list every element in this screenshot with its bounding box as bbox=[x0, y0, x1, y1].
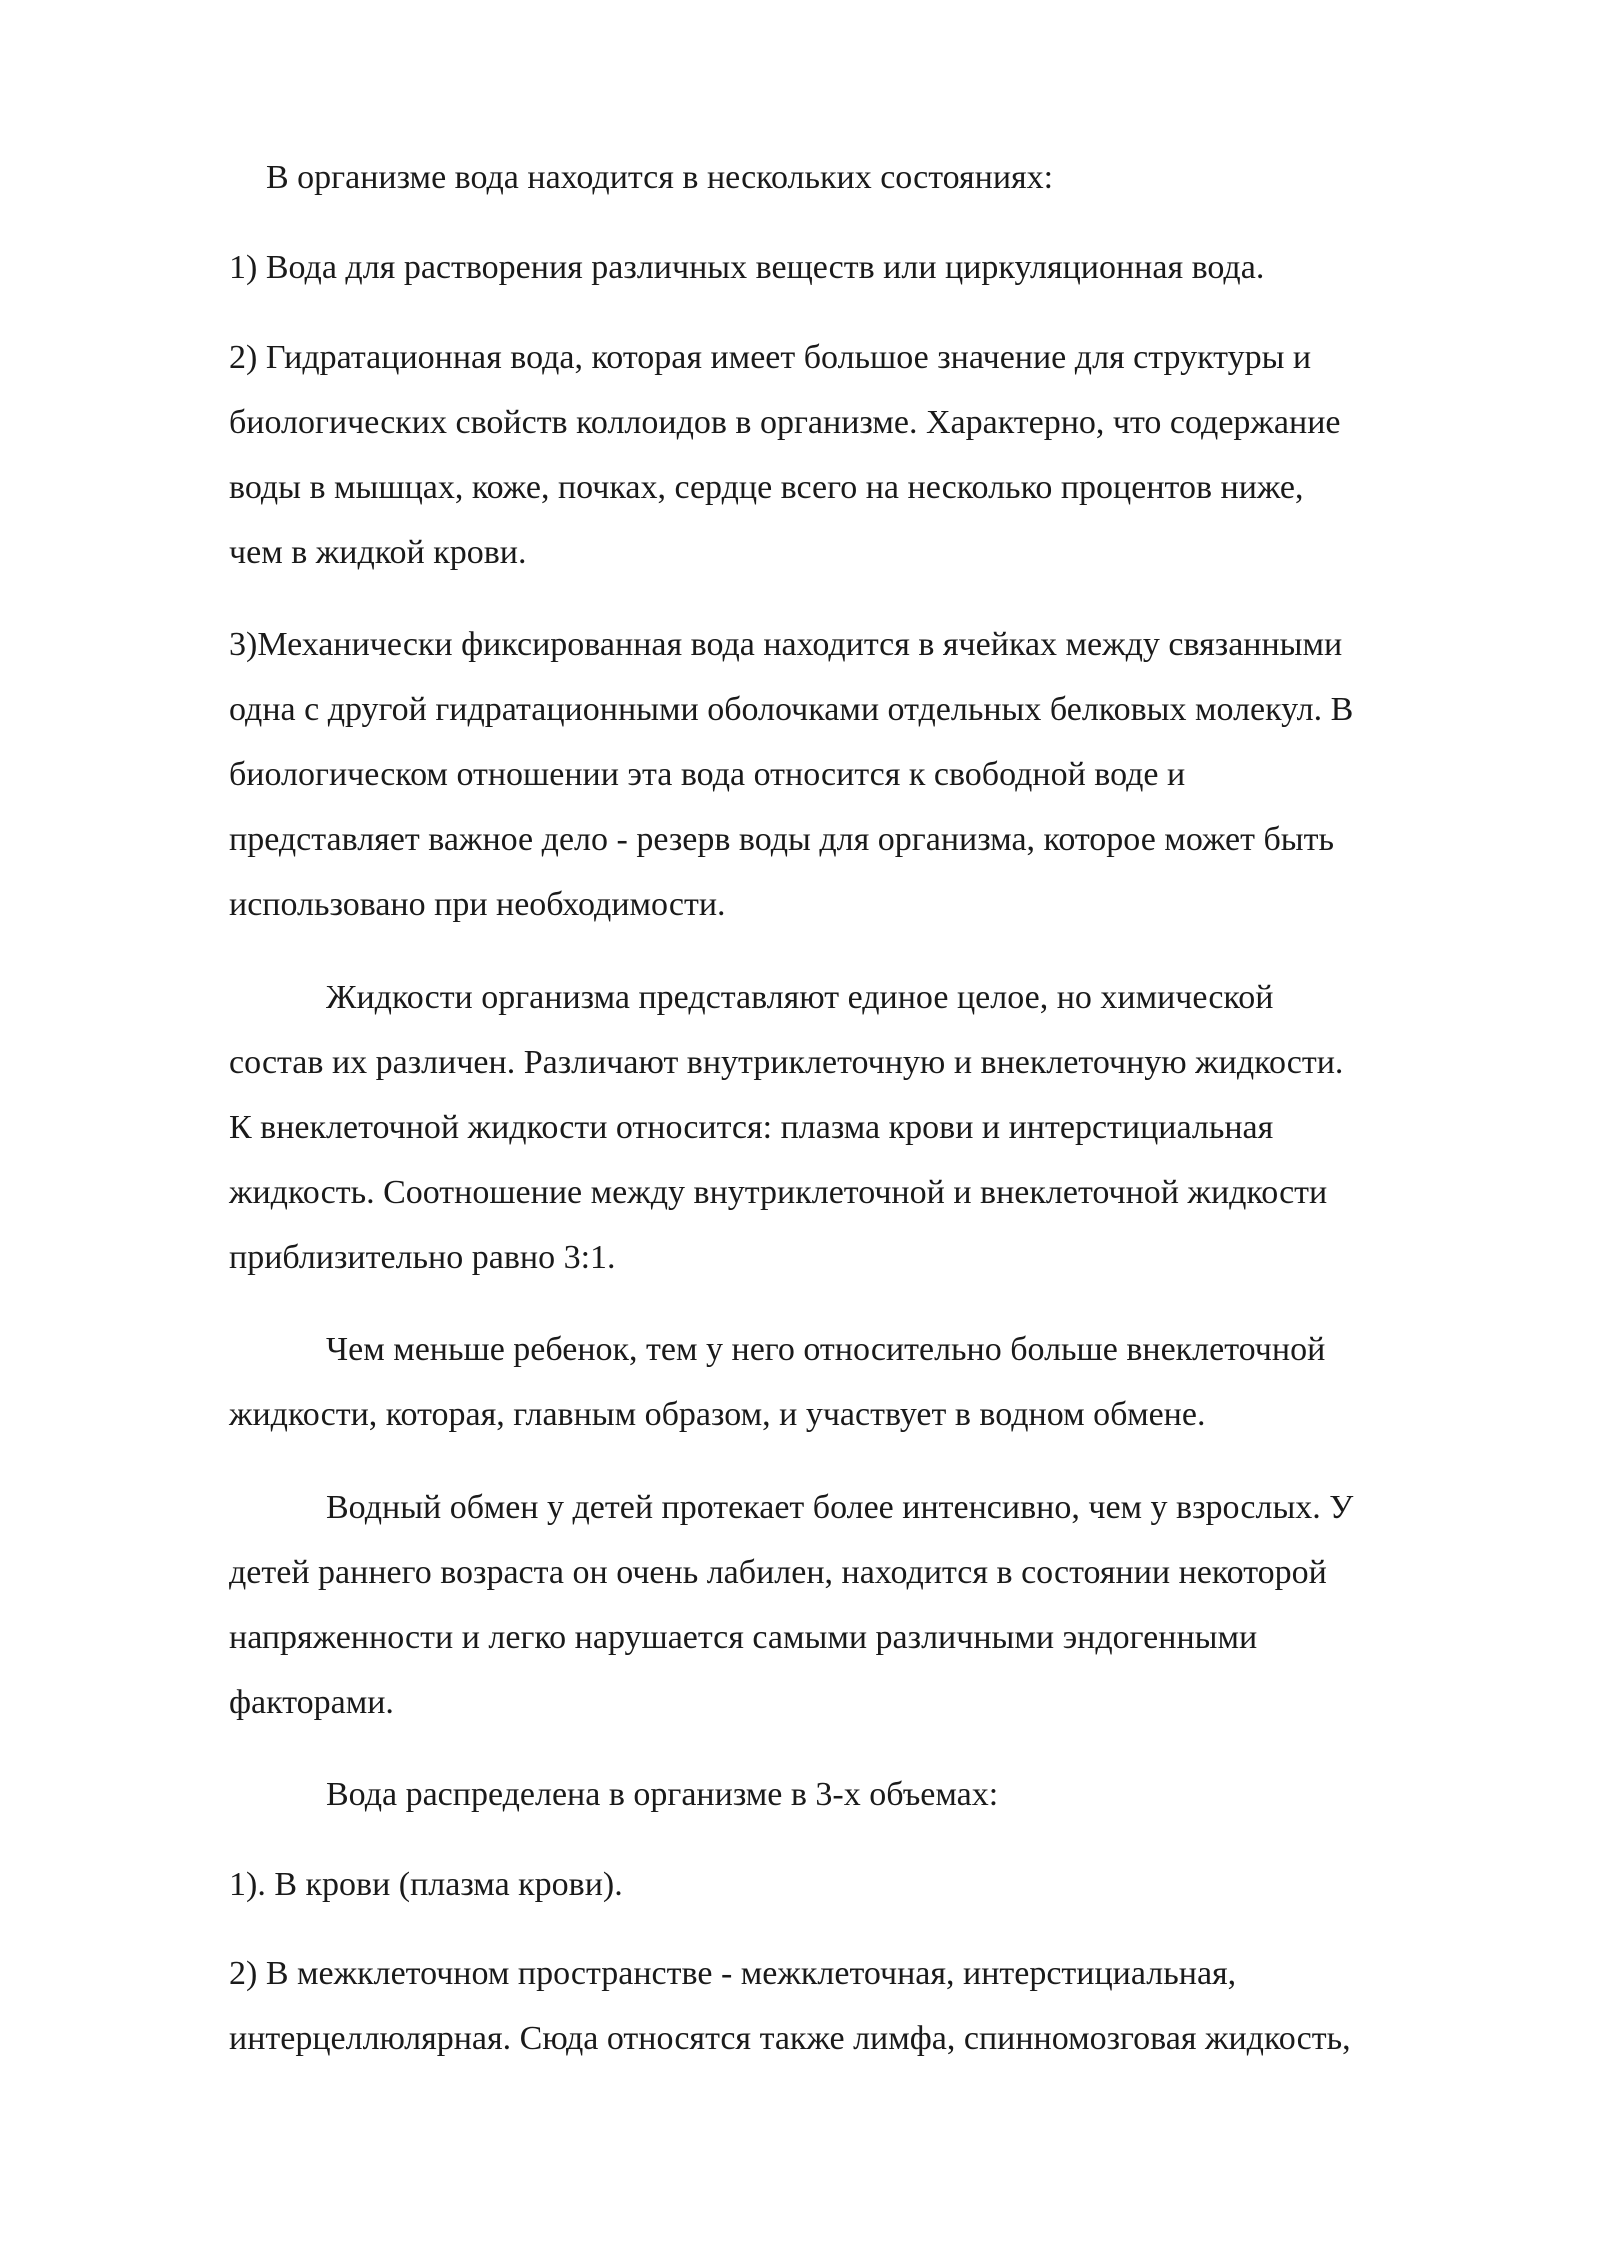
paragraph-water-exchange bbox=[229, 1475, 1509, 1735]
text-line: 2) В межклеточном пространстве - межклеточная, интерстициальная, bbox=[229, 1955, 1237, 1992]
text-line: Вода распределена в организме в 3-х объемах: bbox=[326, 1776, 999, 1813]
text-line: представляет важное дело - резерв воды для организма, которое может быть bbox=[229, 821, 1334, 858]
text-line: Чем меньше ребенок, тем у него относительно больше внеклеточной bbox=[326, 1331, 1326, 1368]
text-line: напряженности и легко нарушается самыми различными эндогенными bbox=[229, 1619, 1258, 1656]
paragraph-blood-plasma bbox=[229, 1852, 1509, 1917]
paragraph-body-fluids bbox=[229, 965, 1509, 1290]
text-line: факторами. bbox=[229, 1684, 394, 1721]
text-line: чем в жидкой крови. bbox=[229, 534, 527, 571]
text-line: Жидкости организма представляют единое целое, но химической bbox=[326, 979, 1274, 1016]
text-line: воды в мышцах, коже, почках, сердце всего на несколько процентов ниже, bbox=[229, 469, 1304, 506]
text-line: детей раннего возраста он очень лабилен, находится в состоянии некоторой bbox=[229, 1554, 1327, 1591]
text-line: В организме вода находится в нескольких состояниях: bbox=[266, 159, 1054, 196]
paragraph-water-states-intro bbox=[266, 145, 1546, 210]
text-line: биологических свойств коллоидов в организме. Характерно, что содержание bbox=[229, 404, 1341, 441]
text-line: 1). В крови (плазма крови). bbox=[229, 1866, 623, 1903]
paragraph-water-volumes bbox=[229, 1762, 1509, 1827]
text-line: одна с другой гидратационными оболочками отдельных белковых молекул. В bbox=[229, 691, 1354, 728]
text-line: состав их различен. Различают внутриклеточную и внеклеточную жидкости. bbox=[229, 1044, 1344, 1081]
text-line: К внеклеточной жидкости относится: плазма крови и интерстициальная bbox=[229, 1109, 1274, 1146]
paragraph-intercellular-space bbox=[229, 1941, 1509, 2071]
text-line: 3)Механически фиксированная вода находится в ячейках между связанными bbox=[229, 626, 1343, 663]
paragraph-child-fluids bbox=[229, 1317, 1509, 1447]
text-line: интерцеллюлярная. Сюда относятся также лимфа, спинномозговая жидкость, bbox=[229, 2020, 1351, 2057]
paragraph-circulation-water bbox=[229, 235, 1509, 300]
text-line: жидкость. Соотношение между внутриклеточной и внеклеточной жидкости bbox=[229, 1174, 1328, 1211]
text-line: 1) Вода для растворения различных веществ или циркуляционная вода. bbox=[229, 249, 1265, 286]
text-line: Водный обмен у детей протекает более интенсивно, чем у взрослых. У bbox=[326, 1489, 1354, 1526]
text-line: жидкости, которая, главным образом, и участвует в водном обмене. bbox=[229, 1396, 1206, 1433]
text-line: биологическом отношении эта вода относится к свободной воде и bbox=[229, 756, 1186, 793]
text-line: 2) Гидратационная вода, которая имеет большое значение для структуры и bbox=[229, 339, 1312, 376]
paragraph-hydration-water bbox=[229, 325, 1509, 585]
text-line: приблизительно равно 3:1. bbox=[229, 1239, 616, 1276]
text-line: использовано при необходимости. bbox=[229, 886, 726, 923]
paragraph-fixed-water bbox=[229, 612, 1509, 937]
